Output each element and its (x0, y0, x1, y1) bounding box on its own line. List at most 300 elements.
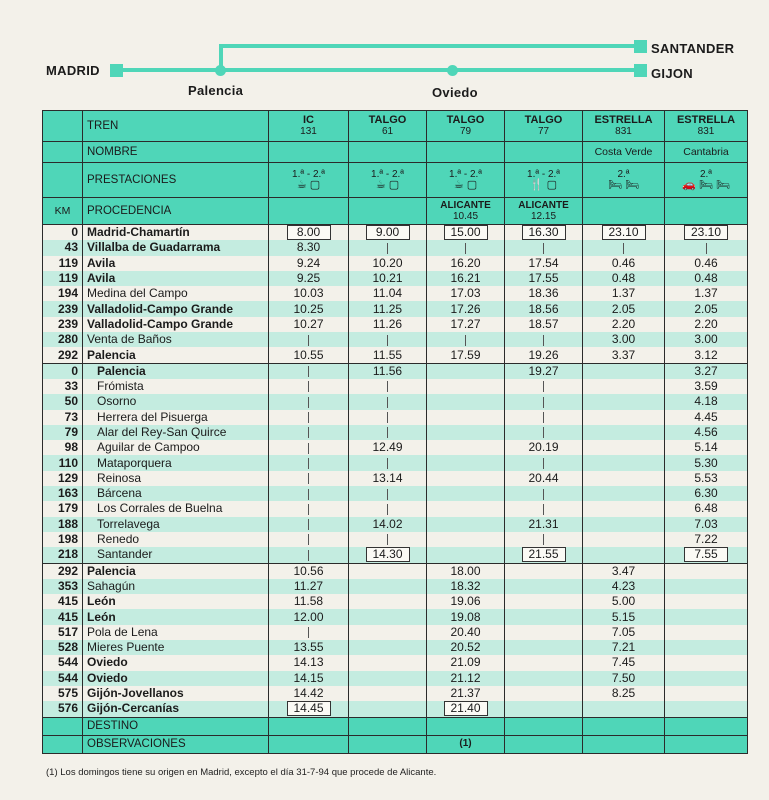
station-cell: Valladolid-Campo Grande (83, 317, 269, 332)
pass-through-marker (465, 243, 466, 254)
time-value: 11.58 (293, 594, 324, 609)
time-cell (427, 455, 505, 470)
time-value: 17.55 (528, 271, 559, 286)
time-value: 23.10 (684, 225, 728, 240)
time-cell (427, 363, 505, 379)
time-cell (505, 225, 583, 241)
km-cell: 415 (43, 594, 83, 609)
time-cell (665, 579, 748, 594)
time-cell (349, 594, 427, 609)
train-header-cell (349, 142, 427, 163)
time-cell (665, 225, 748, 241)
time-value: 19.06 (450, 594, 481, 609)
time-value: 17.03 (450, 286, 481, 301)
time-cell (349, 671, 427, 686)
time-value: 16.21 (450, 271, 481, 286)
time-value: 8.25 (611, 686, 636, 701)
time-value: 10.27 (293, 316, 324, 331)
train-header-cell (583, 198, 665, 225)
time-cell (427, 594, 505, 609)
route-dest-santander-label: SANTANDER (651, 41, 735, 56)
time-cell (665, 379, 748, 394)
time-cell (665, 501, 748, 516)
time-value: 11.56 (372, 363, 403, 378)
km-header-cell: KM (43, 198, 83, 225)
time-cell (427, 440, 505, 455)
time-value: 16.20 (450, 255, 481, 270)
time-value: 7.45 (611, 655, 636, 670)
station-cell: Palencia (83, 347, 269, 363)
time-cell (269, 363, 349, 379)
time-cell (505, 579, 583, 594)
time-value: 9.25 (296, 271, 321, 286)
table-row (43, 547, 748, 563)
time-value: 5.15 (611, 609, 636, 624)
table-row (43, 609, 748, 624)
time-cell (665, 532, 748, 547)
time-cell (269, 640, 349, 655)
time-cell (505, 625, 583, 640)
train-header-cell (505, 198, 583, 225)
pass-through-marker (543, 427, 544, 438)
station-cell: León (83, 609, 269, 624)
time-cell (349, 440, 427, 455)
time-value: 17.54 (528, 255, 559, 270)
table-row (43, 440, 748, 455)
time-cell (665, 563, 748, 579)
time-cell (505, 286, 583, 301)
train-footer-cell (583, 717, 665, 735)
time-value: 14.15 (293, 670, 324, 685)
time-cell (665, 625, 748, 640)
time-value: 10.21 (372, 271, 403, 286)
table-row (43, 271, 748, 286)
train-header-cell (427, 163, 505, 198)
pass-through-marker (543, 489, 544, 500)
train-services-icon: 🚗 🛏 🛏 (682, 179, 730, 191)
table-row (43, 701, 748, 717)
table-row (43, 363, 748, 379)
time-cell (665, 425, 748, 440)
time-value: 7.50 (611, 670, 636, 685)
time-value: 8.00 (287, 225, 331, 240)
time-cell (349, 686, 427, 701)
pass-through-marker (387, 243, 388, 254)
time-cell (349, 609, 427, 624)
time-value: 13.14 (372, 470, 403, 485)
route-line-branch (219, 44, 638, 48)
km-cell: 415 (43, 609, 83, 624)
train-type: TALGO (524, 114, 563, 126)
time-cell (583, 701, 665, 717)
time-cell (269, 701, 349, 717)
time-cell (505, 256, 583, 271)
time-cell (505, 563, 583, 579)
time-cell (269, 317, 349, 332)
time-cell (269, 347, 349, 363)
pass-through-marker (308, 366, 309, 377)
time-value: 0.48 (611, 271, 636, 286)
time-cell (349, 332, 427, 347)
train-footer-cell (349, 717, 427, 735)
time-value: 2.05 (611, 301, 636, 316)
pass-through-marker (623, 243, 624, 254)
km-cell: 198 (43, 532, 83, 547)
time-cell (583, 256, 665, 271)
palencia-marker (215, 65, 226, 76)
time-value: 3.37 (611, 347, 636, 362)
train-services-icon: ☕ ▢ (453, 179, 478, 191)
train-type: ESTRELLA (676, 114, 736, 126)
time-cell (427, 332, 505, 347)
train-footer-cell (269, 717, 349, 735)
time-cell (583, 547, 665, 563)
time-cell (583, 686, 665, 701)
pass-through-marker (308, 381, 309, 392)
km-cell: 528 (43, 640, 83, 655)
time-cell (665, 347, 748, 363)
time-value: 12.00 (293, 609, 324, 624)
train-header-cell (505, 163, 583, 198)
time-cell (269, 579, 349, 594)
nombre-row (43, 142, 748, 163)
time-value: 14.45 (287, 701, 331, 716)
time-cell (665, 332, 748, 347)
time-cell (269, 594, 349, 609)
observation-note: (1) (459, 738, 472, 749)
time-cell (269, 563, 349, 579)
station-cell: Renedo (83, 532, 269, 547)
time-cell (505, 440, 583, 455)
time-cell (349, 379, 427, 394)
time-value: 4.45 (694, 409, 718, 424)
time-value: 10.55 (293, 347, 324, 362)
time-value: 0.46 (611, 255, 636, 270)
oviedo-marker (447, 65, 458, 76)
time-value: 23.10 (602, 225, 646, 240)
time-value: 5.00 (611, 594, 636, 609)
time-cell (665, 701, 748, 717)
time-value: 14.02 (372, 516, 403, 531)
km-cell: 218 (43, 547, 83, 563)
time-cell (583, 563, 665, 579)
pass-through-marker (706, 243, 707, 254)
train-footer-cell (427, 735, 505, 753)
time-cell (665, 686, 748, 701)
train-type: ESTRELLA (594, 114, 653, 126)
time-cell (427, 240, 505, 255)
procedencia-row (43, 198, 748, 225)
time-cell (505, 486, 583, 501)
km-cell: 353 (43, 579, 83, 594)
km-cell: 129 (43, 471, 83, 486)
station-cell: Bárcena (83, 486, 269, 501)
time-value: 21.37 (450, 686, 481, 701)
time-cell (505, 410, 583, 425)
train-header-cell (665, 163, 748, 198)
time-cell (269, 332, 349, 347)
time-cell (583, 517, 665, 532)
pass-through-marker (387, 335, 388, 346)
time-value: 21.12 (450, 670, 481, 685)
time-cell (269, 486, 349, 501)
station-cell: Gijón-Cercanías (83, 701, 269, 717)
footnote: (1) Los domingos tiene su origen en Madrid, excepto el día 31-7-94 que procede de Alicante. (46, 767, 437, 778)
station-cell: Santander (83, 547, 269, 563)
km-cell: 280 (43, 332, 83, 347)
pass-through-marker (543, 397, 544, 408)
station-cell: Frómista (83, 379, 269, 394)
km-cell: 188 (43, 517, 83, 532)
station-cell: Aguilar de Campoo (83, 440, 269, 455)
pass-through-marker (387, 427, 388, 438)
time-cell (505, 240, 583, 255)
time-value: 18.57 (528, 316, 559, 331)
time-value: 20.44 (528, 470, 559, 485)
station-cell: Mataporquera (83, 455, 269, 470)
train-services-icon: 🛏 🛏 (608, 179, 639, 191)
time-cell (269, 609, 349, 624)
time-cell (427, 256, 505, 271)
time-cell (349, 286, 427, 301)
time-cell (427, 471, 505, 486)
time-cell (583, 486, 665, 501)
time-value: 9.24 (296, 255, 321, 270)
table-row (43, 317, 748, 332)
station-cell: Valladolid-Campo Grande (83, 301, 269, 316)
time-value: 18.32 (450, 578, 481, 593)
time-cell (427, 501, 505, 516)
pass-through-marker (308, 473, 309, 484)
pass-through-marker (308, 458, 309, 469)
time-cell (349, 517, 427, 532)
time-value: 6.48 (694, 501, 718, 516)
train-services-icon: ☕ ▢ (296, 179, 321, 191)
time-cell (583, 332, 665, 347)
time-cell (665, 363, 748, 379)
time-value: 16.30 (522, 225, 566, 240)
time-value: 2.20 (694, 316, 718, 331)
time-value: 18.36 (528, 286, 559, 301)
time-cell (583, 410, 665, 425)
time-value: 13.55 (293, 640, 324, 655)
time-cell (583, 347, 665, 363)
row-label: DESTINO (83, 717, 269, 735)
train-footer-cell (427, 717, 505, 735)
train-type: TALGO (368, 114, 407, 126)
time-cell (505, 640, 583, 655)
time-cell (583, 501, 665, 516)
km-cell: 575 (43, 686, 83, 701)
station-cell: Avila (83, 256, 269, 271)
pass-through-marker (543, 504, 544, 515)
time-cell (349, 225, 427, 241)
table-row (43, 594, 748, 609)
time-cell (269, 625, 349, 640)
time-cell (427, 301, 505, 316)
time-cell (665, 440, 748, 455)
km-header-cell (43, 142, 83, 163)
km-header-cell (43, 111, 83, 142)
time-cell (269, 517, 349, 532)
time-cell (269, 425, 349, 440)
train-footer-cell (505, 735, 583, 753)
time-cell (349, 471, 427, 486)
station-cell: Mieres Puente (83, 640, 269, 655)
time-cell (505, 471, 583, 486)
train-header-cell (427, 198, 505, 225)
time-cell (583, 640, 665, 655)
time-cell (269, 286, 349, 301)
time-cell (269, 379, 349, 394)
route-dest-gijon-label: GIJON (651, 66, 693, 81)
km-cell: 0 (43, 363, 83, 379)
time-value: 21.55 (522, 547, 566, 562)
time-value: 15.00 (444, 225, 488, 240)
time-cell (427, 394, 505, 409)
train-footer-cell (269, 735, 349, 753)
train-number: 77 (537, 126, 550, 137)
station-cell: León (83, 594, 269, 609)
time-cell (349, 701, 427, 717)
time-value: 11.04 (372, 286, 403, 301)
time-cell (583, 625, 665, 640)
time-cell (505, 671, 583, 686)
pass-through-marker (387, 397, 388, 408)
time-cell (665, 640, 748, 655)
time-cell (665, 317, 748, 332)
time-value: 17.27 (450, 316, 481, 331)
table-row (43, 579, 748, 594)
km-cell: 194 (43, 286, 83, 301)
time-value: 14.42 (293, 686, 324, 701)
train-header-cell (269, 111, 349, 142)
time-cell (583, 455, 665, 470)
train-class: 2.ª (699, 169, 713, 180)
station-cell: Oviedo (83, 671, 269, 686)
train-header-cell (349, 163, 427, 198)
table-row (43, 301, 748, 316)
train-footer-cell (505, 717, 583, 735)
time-cell (349, 425, 427, 440)
timetable (42, 110, 748, 754)
time-cell (427, 640, 505, 655)
km-cell: 0 (43, 225, 83, 241)
time-cell (505, 609, 583, 624)
train-name: Costa Verde (594, 145, 653, 158)
train-header-cell (269, 163, 349, 198)
time-cell (349, 579, 427, 594)
tren-row (43, 111, 748, 142)
time-value: 3.59 (694, 379, 718, 394)
km-cell: 544 (43, 655, 83, 670)
time-value: 10.20 (372, 255, 403, 270)
table-row (43, 501, 748, 516)
time-value: 17.26 (450, 301, 481, 316)
observaciones-row (43, 735, 748, 753)
time-cell (505, 379, 583, 394)
time-cell (269, 532, 349, 547)
time-cell (269, 440, 349, 455)
prestaciones-row (43, 163, 748, 198)
route-line-main (120, 68, 638, 72)
table-row (43, 225, 748, 241)
pass-through-marker (387, 458, 388, 469)
time-cell (269, 471, 349, 486)
time-cell (427, 625, 505, 640)
train-footer-cell (349, 735, 427, 753)
pass-through-marker (387, 504, 388, 515)
time-cell (349, 363, 427, 379)
table-row (43, 563, 748, 579)
km-cell: 43 (43, 240, 83, 255)
train-name: Cantabria (683, 145, 729, 158)
train-number: 79 (459, 126, 472, 137)
time-value: 3.27 (694, 363, 718, 378)
time-cell (583, 471, 665, 486)
time-value: 19.26 (528, 347, 559, 362)
pass-through-marker (543, 381, 544, 392)
time-cell (349, 625, 427, 640)
time-cell (349, 301, 427, 316)
table-row (43, 410, 748, 425)
train-header-cell (505, 111, 583, 142)
time-value: 1.37 (694, 286, 718, 301)
station-cell: Gijón-Jovellanos (83, 686, 269, 701)
time-cell (269, 671, 349, 686)
station-cell: Reinosa (83, 471, 269, 486)
time-cell (349, 486, 427, 501)
time-cell (583, 579, 665, 594)
time-value: 3.12 (694, 347, 718, 362)
time-value: 18.00 (450, 563, 481, 578)
time-cell (665, 455, 748, 470)
train-footer-cell (665, 735, 748, 753)
km-cell: 98 (43, 440, 83, 455)
time-cell (269, 501, 349, 516)
time-cell (505, 547, 583, 563)
time-cell (505, 594, 583, 609)
time-cell (583, 532, 665, 547)
table-row (43, 332, 748, 347)
train-header-cell (583, 163, 665, 198)
station-cell: Herrera del Pisuerga (83, 410, 269, 425)
time-value: 10.56 (293, 563, 324, 578)
train-header-cell (427, 111, 505, 142)
time-value: 19.08 (450, 609, 481, 624)
pass-through-marker (308, 550, 309, 561)
station-cell: Osorno (83, 394, 269, 409)
time-cell (583, 286, 665, 301)
time-cell (583, 271, 665, 286)
time-value: 19.27 (528, 363, 559, 378)
time-cell (349, 640, 427, 655)
time-value: 10.25 (293, 301, 324, 316)
km-header-cell (43, 163, 83, 198)
pass-through-marker (543, 534, 544, 545)
time-cell (583, 225, 665, 241)
time-cell (505, 425, 583, 440)
time-cell (349, 563, 427, 579)
km-cell: 50 (43, 394, 83, 409)
km-cell: 576 (43, 701, 83, 717)
time-value: 5.14 (694, 440, 718, 455)
time-cell (583, 317, 665, 332)
time-cell (427, 347, 505, 363)
time-cell (427, 425, 505, 440)
time-value: 3.00 (611, 332, 636, 347)
route-map (0, 0, 769, 110)
